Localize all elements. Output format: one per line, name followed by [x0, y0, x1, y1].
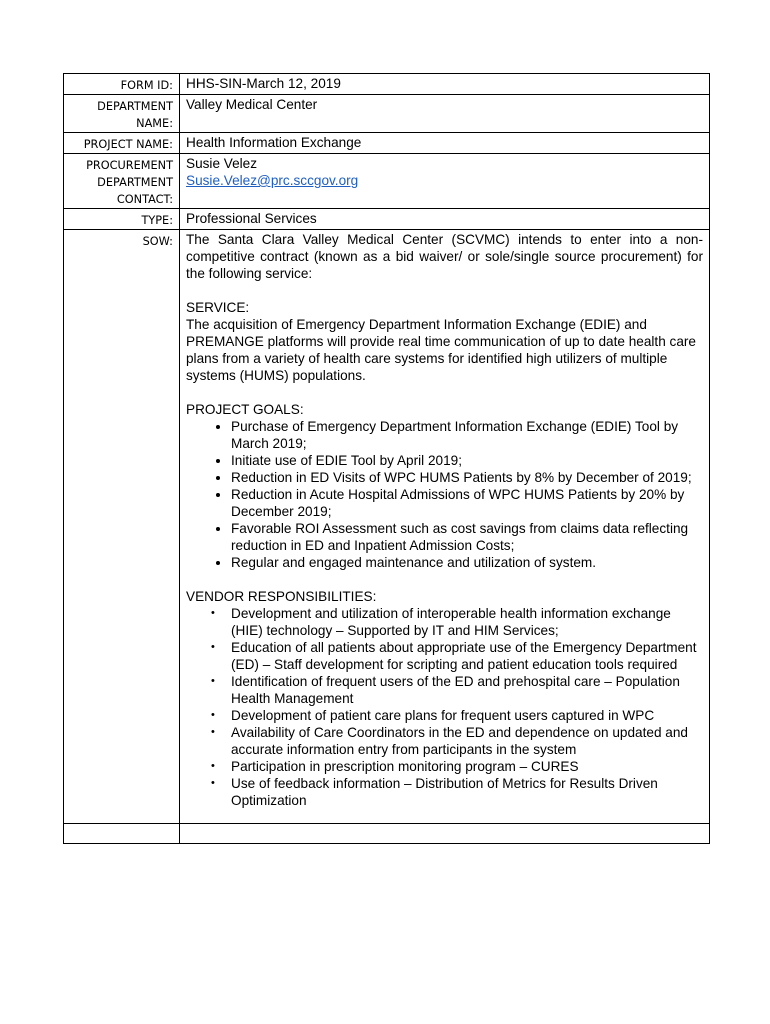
- list-item: • Use of feedback information – Distribution of Metrics for Results Driven Optimization: [231, 775, 703, 809]
- form-row-department: [64, 95, 710, 133]
- procurement-contact-value: [180, 154, 710, 209]
- form-id-label: FORM ID:: [64, 74, 180, 95]
- goals-heading: PROJECT GOALS:: [186, 402, 304, 417]
- sow-label: SOW:: [64, 230, 180, 824]
- form-row-project: [64, 133, 710, 154]
- service-text: The acquisition of Emergency Department Information Exchange (EDIE) and PREMANGE platforms will provide real time communication of up to date health care plans from a variety of health care systems for identified high utilizers of multiple systems (HUMS) populations.: [186, 317, 696, 383]
- list-item: • Regular and engaged maintenance and utilization of system.: [231, 554, 703, 571]
- type-value: Professional Services: [180, 209, 710, 230]
- form-id-value: HHS-SIN-March 12, 2019: [180, 74, 710, 95]
- empty-label-cell: [64, 824, 180, 844]
- list-item: • Identification of frequent users of the ED and prehospital care – Population Health Management: [231, 673, 703, 707]
- goals-list: [186, 418, 703, 571]
- list-item: • Reduction in Acute Hospital Admissions of WPC HUMS Patients by 20% by December 2019;: [231, 486, 703, 520]
- list-item: • Participation in prescription monitoring program – CURES: [231, 758, 703, 775]
- form-row-form-id: [64, 74, 710, 95]
- list-item: • Initiate use of EDIE Tool by April 2019;: [231, 452, 703, 469]
- contact-email-link[interactable]: Susie.Velez@prc.sccgov.org: [186, 173, 359, 188]
- form-row-empty: [64, 824, 710, 844]
- department-name-label: DEPARTMENT NAME:: [64, 95, 180, 133]
- vendor-list: [186, 605, 703, 809]
- empty-value-cell: [180, 824, 710, 844]
- contact-name: Susie Velez: [186, 156, 258, 171]
- list-item: • Development of patient care plans for frequent users captured in WPC: [231, 707, 703, 724]
- form-table: [63, 73, 710, 844]
- procurement-contact-label: PROCUREMENT DEPARTMENT CONTACT:: [64, 154, 180, 209]
- list-item: • Education of all patients about appropriate use of the Emergency Department (ED) – Staff development for scripting and patient education tools required: [231, 639, 703, 673]
- vendor-heading: VENDOR RESPONSIBILITIES:: [186, 589, 377, 604]
- form-row-type: [64, 209, 710, 230]
- form-row-contact: [64, 154, 710, 209]
- list-item: • Reduction in ED Visits of WPC HUMS Patients by 8% by December of 2019;: [231, 469, 703, 486]
- project-name-label: PROJECT NAME:: [64, 133, 180, 154]
- list-item: • Development and utilization of interoperable health information exchange (HIE) technology – Supported by IT and HIM Services;: [231, 605, 703, 639]
- sow-content: [180, 230, 710, 824]
- service-heading: SERVICE:: [186, 300, 250, 315]
- list-item: • Purchase of Emergency Department Information Exchange (EDIE) Tool by March 2019;: [231, 418, 703, 452]
- list-item: • Availability of Care Coordinators in the ED and dependence on updated and accurate information entry from participants in the system: [231, 724, 703, 758]
- form-row-sow: [64, 230, 710, 824]
- list-item: • Favorable ROI Assessment such as cost savings from claims data reflecting reduction in ED and Inpatient Admission Costs;: [231, 520, 703, 554]
- project-name-value: Health Information Exchange: [180, 133, 710, 154]
- department-name-value: Valley Medical Center: [180, 95, 710, 133]
- type-label: TYPE:: [64, 209, 180, 230]
- sow-intro: The Santa Clara Valley Medical Center (SCVMC) intends to enter into a non-competitive contract (known as a bid waiver/ or sole/single source procurement) for the following service:: [186, 232, 703, 281]
